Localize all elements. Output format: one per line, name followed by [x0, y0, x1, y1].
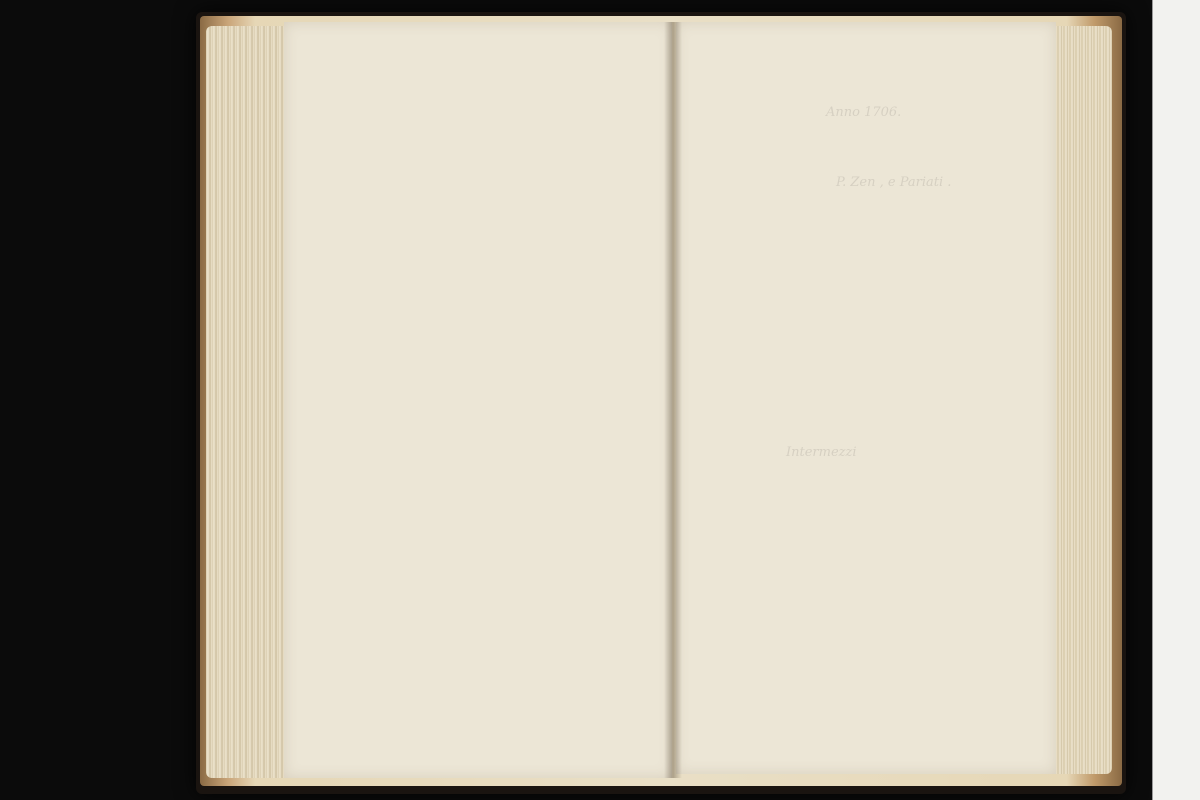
measuring-ruler — [1152, 0, 1200, 800]
right-page-edges — [1056, 26, 1112, 774]
show-through-text: Intermezzi — [786, 445, 857, 460]
show-through-text: P. Zen , e Pariati . — [836, 175, 952, 190]
right-page — [676, 22, 1056, 774]
book-gutter — [664, 22, 682, 778]
left-page-edges — [206, 26, 284, 778]
show-through-text: Anno 1706. — [826, 105, 902, 120]
left-page — [284, 22, 672, 778]
